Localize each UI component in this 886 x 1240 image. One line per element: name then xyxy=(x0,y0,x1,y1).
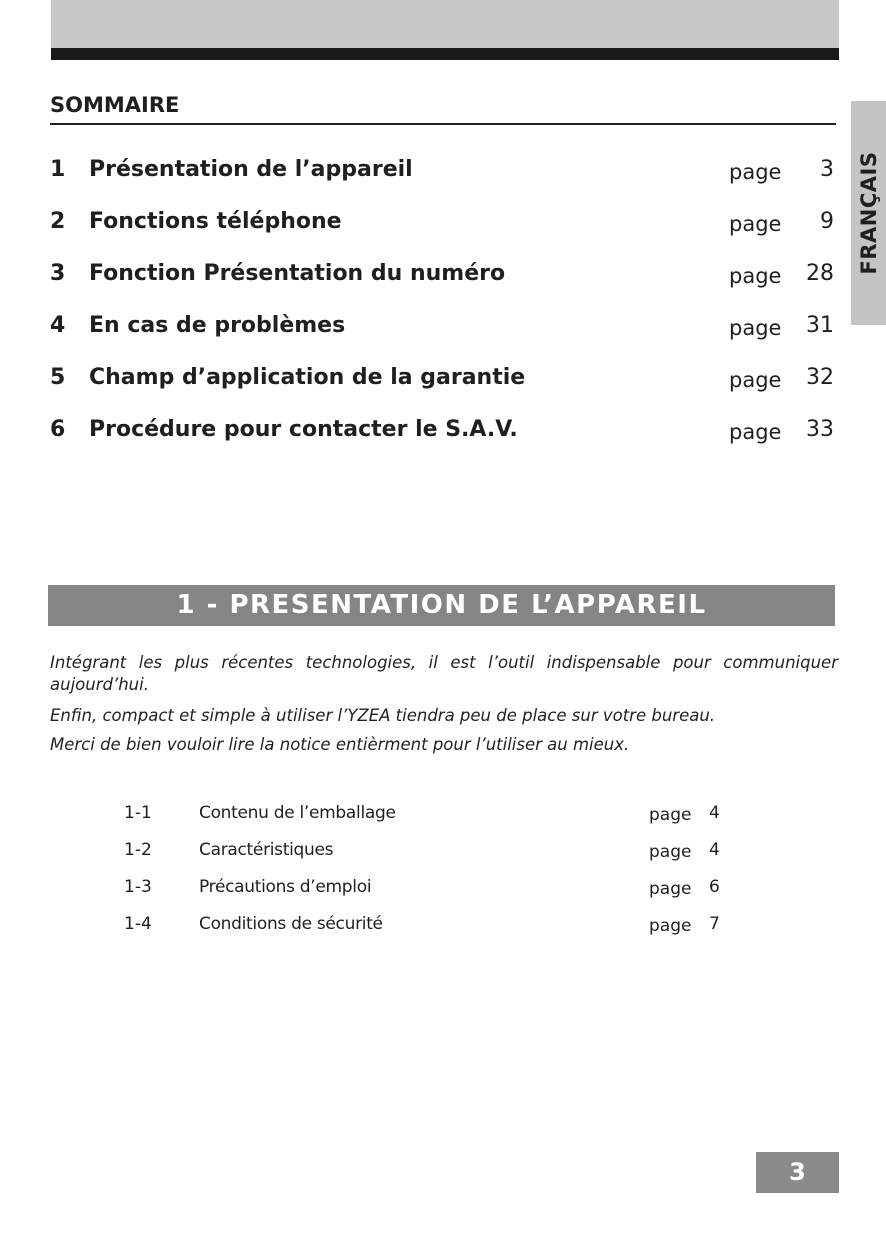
toc-page-label: page xyxy=(729,160,782,184)
toc-page-number: 9 xyxy=(820,209,834,234)
toc-number: 6 xyxy=(50,417,66,442)
subsection-row xyxy=(124,877,744,901)
language-tab xyxy=(851,101,886,325)
toc-row xyxy=(50,209,836,243)
toc-title: Fonctions téléphone xyxy=(89,209,342,234)
subsection-title: Contenu de l’emballage xyxy=(199,803,396,823)
toc-number: 3 xyxy=(50,261,66,286)
subsection-number: 1-1 xyxy=(124,803,152,823)
subsection-number: 1-3 xyxy=(124,877,152,897)
toc-page-number: 28 xyxy=(806,261,834,286)
subsection-title: Précautions d’emploi xyxy=(199,877,372,897)
toc-row xyxy=(50,313,836,347)
toc-number: 4 xyxy=(50,313,66,338)
page-number-badge: 3 xyxy=(756,1152,839,1193)
section-banner: 1 - PRESENTATION DE L’APPAREIL xyxy=(48,585,835,626)
toc-page-label: page xyxy=(729,368,782,392)
subsection-number: 1-4 xyxy=(124,914,152,934)
sommaire-divider xyxy=(50,123,836,125)
toc-title: Procédure pour contacter le S.A.V. xyxy=(89,417,518,442)
toc-title: Fonction Présentation du numéro xyxy=(89,261,506,286)
toc-row xyxy=(50,157,836,191)
header-rule xyxy=(51,48,839,60)
toc-row xyxy=(50,261,836,295)
toc-page-number: 3 xyxy=(820,157,834,182)
subsection-row xyxy=(124,914,744,938)
subsection-row xyxy=(124,840,744,864)
intro-paragraph: Intégrant les plus récentes technologies, il est l’outil indispensable pour communiquer aujourd’hui. xyxy=(50,653,838,694)
intro-paragraph: Merci de bien vouloir lire la notice entièrment pour l’utiliser au mieux. xyxy=(50,735,630,754)
toc-page-number: 33 xyxy=(806,417,834,442)
subsection-page-label: page xyxy=(649,842,692,862)
toc-page-label: page xyxy=(729,316,782,340)
subsection-page-number: 6 xyxy=(709,877,720,897)
sommaire-title: SOMMAIRE xyxy=(50,93,180,117)
toc-row xyxy=(50,417,836,451)
toc-number: 1 xyxy=(50,157,66,182)
subsection-page-label: page xyxy=(649,805,692,825)
toc-page-label: page xyxy=(729,420,782,444)
toc-page-label: page xyxy=(729,212,782,236)
subsection-row xyxy=(124,803,744,827)
subsection-page-number: 7 xyxy=(709,914,720,934)
toc-title: Champ d’application de la garantie xyxy=(89,365,526,390)
toc-page-number: 31 xyxy=(806,313,834,338)
language-label: FRANÇAIS xyxy=(856,151,881,275)
subsection-title: Conditions de sécurité xyxy=(199,914,383,934)
toc-page-label: page xyxy=(729,264,782,288)
subsection-number: 1-2 xyxy=(124,840,152,860)
toc-number: 2 xyxy=(50,209,66,234)
toc-number: 5 xyxy=(50,365,66,390)
toc-row xyxy=(50,365,836,399)
toc-title: En cas de problèmes xyxy=(89,313,346,338)
subsection-page-label: page xyxy=(649,879,692,899)
subsection-page-number: 4 xyxy=(709,803,720,823)
subsection-page-label: page xyxy=(649,916,692,936)
header-band xyxy=(51,0,839,48)
subsection-title: Caractéristiques xyxy=(199,840,334,860)
toc-title: Présentation de l’appareil xyxy=(89,157,413,182)
intro-paragraph: Enfin, compact et simple à utiliser l’YZEA tiendra peu de place sur votre bureau. xyxy=(50,706,716,725)
toc-page-number: 32 xyxy=(806,365,834,390)
subsection-page-number: 4 xyxy=(709,840,720,860)
